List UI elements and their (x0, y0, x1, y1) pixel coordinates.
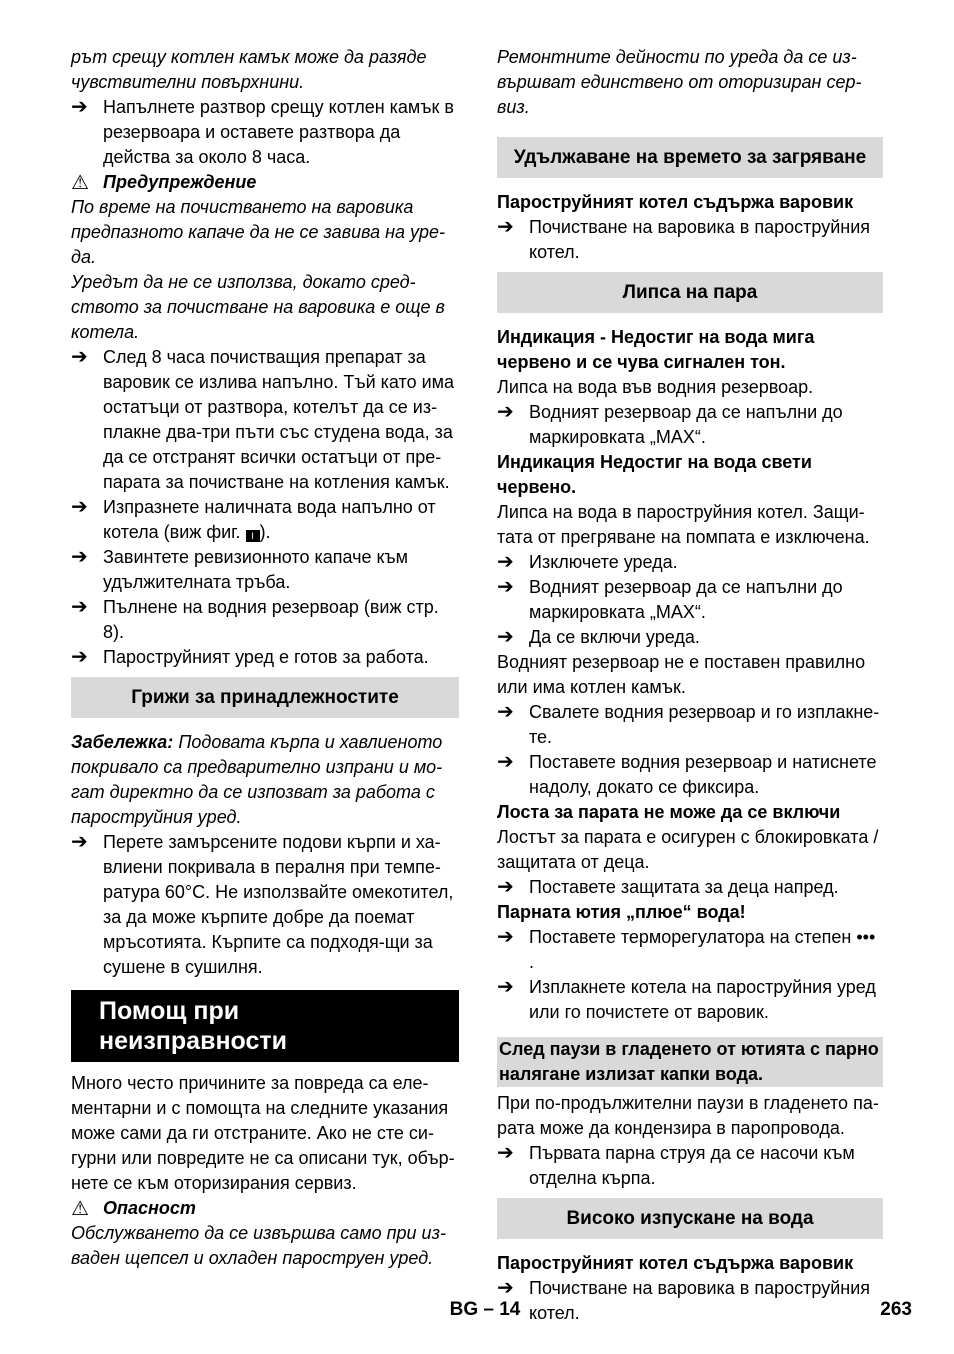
instruction-step (497, 750, 883, 800)
step-text: Поставете водния резервоар и натиснете надолу, докато се фиксира. (529, 752, 877, 797)
instruction-step (497, 1141, 883, 1191)
danger-heading (71, 1196, 459, 1221)
step-text: Поставете терморегулатора на степен ••• . (529, 927, 876, 972)
body-text: При по-продължителни паузи в гладенето па-рата може да кондензира в паропровода. (497, 1093, 879, 1138)
arrow-right-icon: ➔ (497, 876, 514, 898)
arrow-right-icon: ➔ (71, 546, 88, 568)
arrow-right-icon: ➔ (71, 831, 88, 853)
body-text: Водният резервоар не е поставен правилно или има котлен камък. (497, 652, 866, 697)
footer-section-label: BG – 14 (449, 1299, 521, 1320)
page-number: 263 (880, 1299, 912, 1320)
intro-line: чувствителни повърхнини. (71, 72, 305, 92)
step-text: Водният резервоар да се напълни до маркировката „MAX“. (529, 402, 843, 447)
body-text: Лостът за парата е осигурен с блокировката / защитата от деца. (497, 827, 879, 872)
note-text: Подовата кърпа и хавлиеното покривало са предварително изпрани и мо-гат директно да се изпозват за работа с пароструйния уред. (71, 732, 443, 827)
step-text: ). (259, 522, 271, 542)
repair-note: Ремонтните дейности по уреда да се из-вършват единствено от оторизиран сер-виз. (497, 47, 862, 117)
step-text: Почистване на варовика в пароструйния котел. (529, 217, 870, 262)
arrow-right-icon: ➔ (71, 596, 88, 618)
instruction-step (497, 975, 883, 1025)
section-heading-no-steam: Липса на пара (497, 272, 883, 313)
instruction-step (497, 215, 883, 265)
arrow-right-icon: ➔ (497, 751, 514, 773)
instruction-step (497, 625, 883, 650)
step-text: Почистване на варовика в пароструйния котел. (529, 1278, 870, 1323)
arrow-right-icon: ➔ (497, 1277, 514, 1299)
instruction-step (71, 545, 459, 595)
step-text: След 8 часа почистващия препарат за варовик се излива напълно. Тъй като има остатъци от разтвора, котелът да се из-плакне два-три пъти със студена вода, за да се отстранят всички остатъци от пре-парата за почистване на котления камък. (103, 347, 455, 492)
sub-heading: Пароструйният котел съдържа варовик (497, 1253, 854, 1273)
note-label: Забележка: (71, 732, 174, 752)
step-text: Перете замърсените подови кърпи и ха-влиени покривала в пералня при темпе-ратура 60°C. Не използвайте омекотител, за да може кърпите добре да поемат мръсотията. Кърпите са подходя-щи за сушене в сушилня. (103, 832, 454, 977)
step-text: Изплакнете котела на пароструйния уред или го почистете от варовик. (529, 977, 876, 1022)
instruction-step (497, 575, 883, 625)
warning-triangle-icon: ⚠ (71, 171, 89, 194)
body-text: Липса на вода в пароструйния котел. Защи-тата от прегряване на помпата е изключена. (497, 502, 870, 547)
sub-heading: Лоста за парата не може да се включи (497, 802, 841, 822)
danger-text: Обслужването да се извършва само при из-ваден щепсел и охладен пароструен уред. (71, 1223, 446, 1268)
arrow-right-icon: ➔ (497, 976, 514, 998)
intro-line: рът срещу котлен камък може да разяде (71, 47, 427, 67)
sub-heading-highlighted: След паузи в гладенето от ютията с парно налягане излизат капки вода. (497, 1037, 883, 1087)
warning-heading (71, 170, 459, 195)
arrow-right-icon: ➔ (497, 401, 514, 423)
arrow-right-icon: ➔ (71, 96, 88, 118)
instruction-step (71, 345, 459, 495)
instruction-step (497, 550, 883, 575)
instruction-step (497, 400, 883, 450)
step-text: Свалете водния резервоар и го изплакне-те. (529, 702, 880, 747)
instruction-step (71, 495, 459, 545)
arrow-right-icon: ➔ (71, 646, 88, 668)
instruction-step (497, 875, 883, 900)
arrow-right-icon: ➔ (71, 496, 88, 518)
warning-title: Предупреждение (103, 172, 257, 192)
note-paragraph (71, 730, 459, 830)
step-text: Изпразнете наличната вода напълно от котела (виж фиг. (103, 497, 436, 542)
danger-title: Опасност (103, 1198, 196, 1218)
instruction-step (71, 595, 459, 645)
step-text: Водният резервоар да се напълни до маркировката „MAX“. (529, 577, 843, 622)
arrow-right-icon: ➔ (497, 926, 514, 948)
instruction-step (497, 925, 883, 975)
step-text: Завинтете ревизионното капаче към удължителната тръба. (103, 547, 408, 592)
step-text: Първата парна струя да се насочи към отделна кърпа. (529, 1143, 855, 1188)
step-text: Пълнене на водния резервоар (виж стр. 8). (103, 597, 439, 642)
step-text: Напълнете разтвор срещу котлен камък в резервоара и оставете разтвора да действа за около 8 часа. (103, 97, 454, 167)
sub-heading: Индикация Недостиг на вода свети червено. (497, 452, 812, 497)
section-heading-heating: Удължаване на времето за загряване (497, 137, 883, 178)
instruction-step (71, 830, 459, 980)
arrow-right-icon: ➔ (497, 626, 514, 648)
body-text: Липса на вода във водния резервоар. (497, 377, 814, 397)
arrow-right-icon: ➔ (497, 576, 514, 598)
chapter-title: Помощ при неизправности (71, 990, 459, 1062)
warning-text: По време на почистването на варовика предпазното капаче да не се завива на уре-да. (71, 197, 446, 267)
arrow-right-icon: ➔ (497, 1142, 514, 1164)
left-column (71, 45, 459, 1271)
step-text: Изключете уреда. (529, 552, 678, 572)
chapter-intro: Много често причините за повреда са еле-ментарни и с помощта на следните указания може сами да ги отстраните. Ако не сте си-гурни или повредите не са описани тук, обър-нете се към оторизирания сервиз. (71, 1073, 455, 1193)
arrow-right-icon: ➔ (497, 216, 514, 238)
section-heading-high-water: Високо изпускане на вода (497, 1198, 883, 1239)
arrow-right-icon: ➔ (497, 701, 514, 723)
step-text: Поставете защитата за деца напред. (529, 877, 839, 897)
instruction-step (71, 95, 459, 170)
arrow-right-icon: ➔ (71, 346, 88, 368)
step-text: Да се включи уреда. (529, 627, 700, 647)
sub-heading: Парната ютия „плюе“ вода! (497, 902, 746, 922)
sub-heading: Индикация - Недостиг на вода мига червено и се чува сигнален тон. (497, 327, 815, 372)
arrow-right-icon: ➔ (497, 551, 514, 573)
right-column (497, 45, 883, 1326)
figure-reference-box: I (246, 530, 260, 542)
warning-text: Уредът да не се използва, докато сред-ството за почистване на варовика е още в котела. (71, 272, 445, 342)
sub-heading: Пароструйният котел съдържа варовик (497, 192, 854, 212)
instruction-step (497, 700, 883, 750)
step-text: Пароструйният уред е готов за работа. (103, 647, 429, 667)
section-heading-accessories: Грижи за принадлежностите (71, 677, 459, 718)
instruction-step (71, 645, 459, 670)
warning-triangle-icon: ⚠ (71, 1197, 89, 1220)
